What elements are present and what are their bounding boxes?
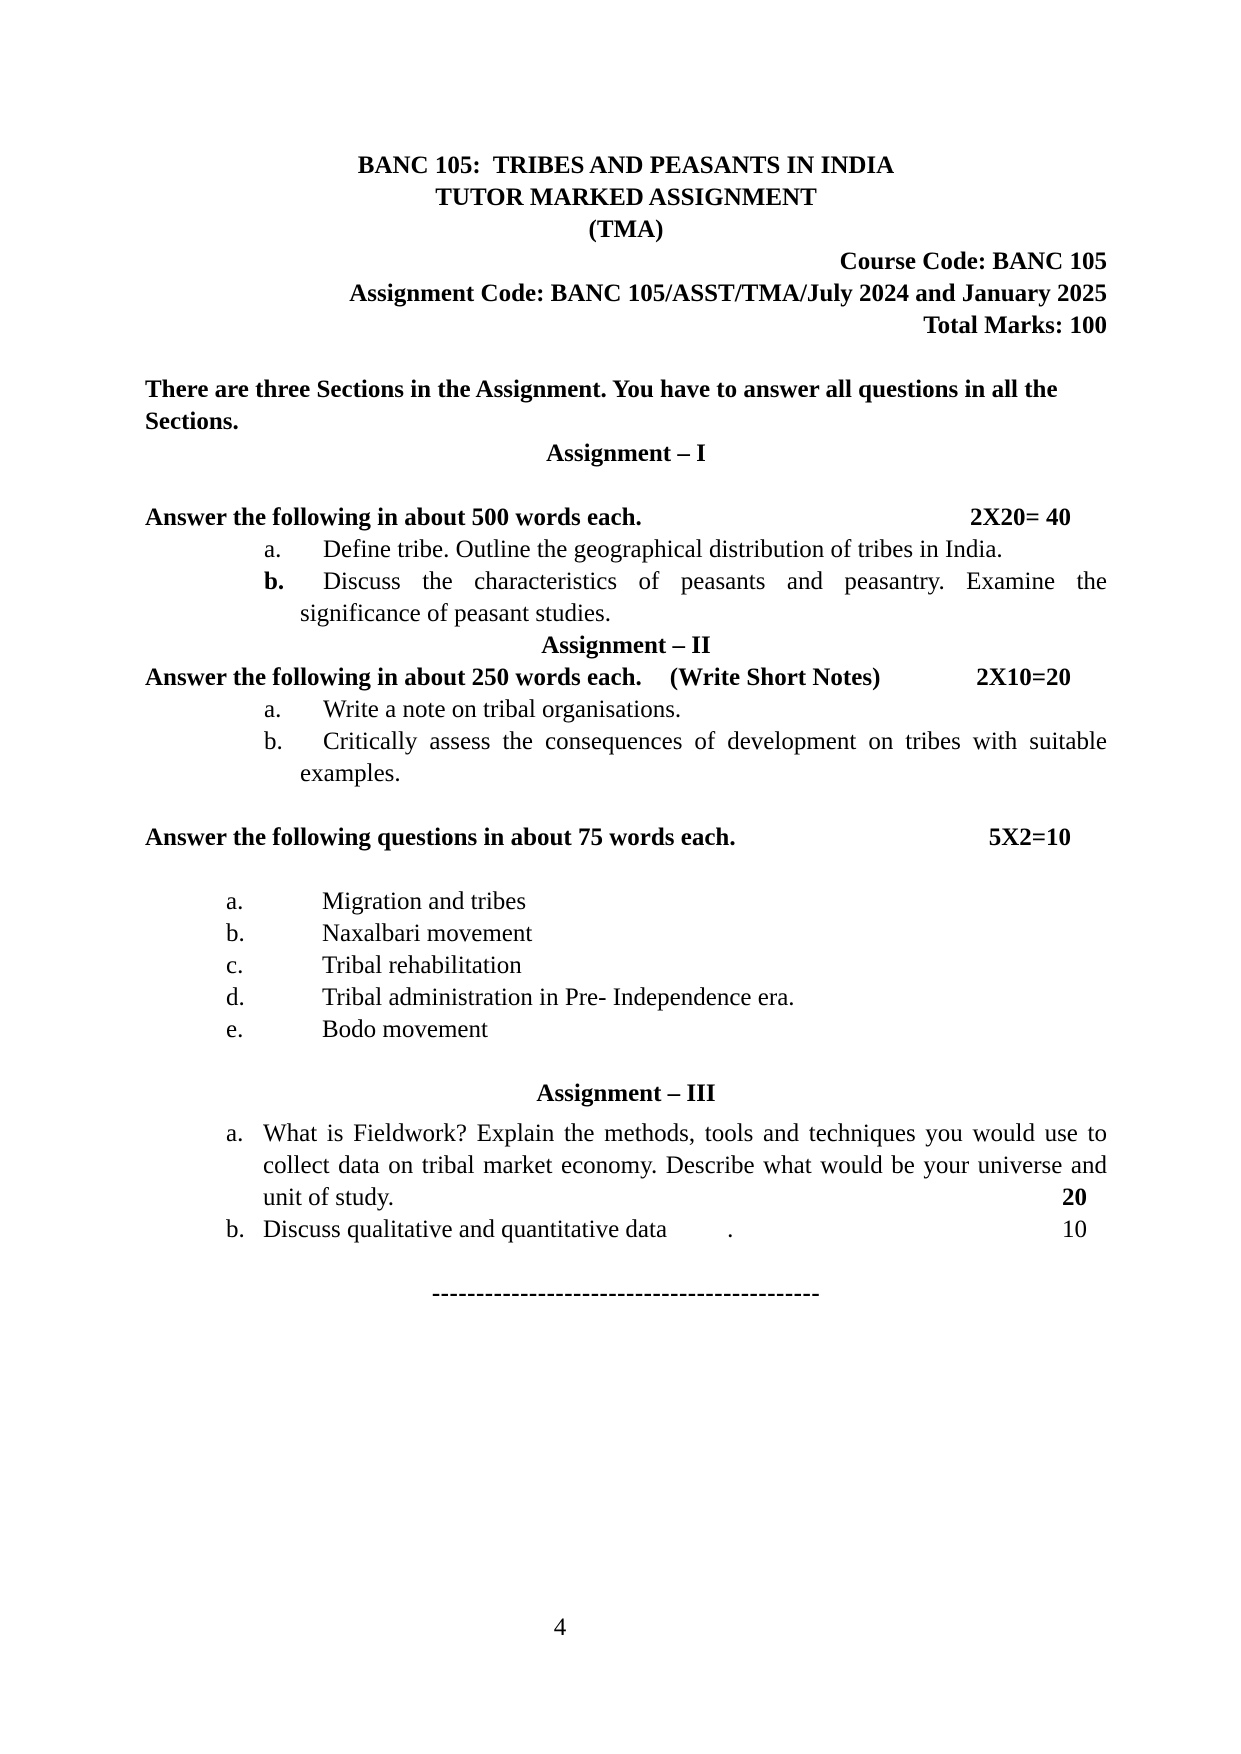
item-text: Bodo movement: [322, 1016, 488, 1043]
assignment1-marks: 2X20= 40: [969, 504, 1071, 531]
item-marker: e.: [226, 1016, 244, 1043]
doc-subtitle: TUTOR MARKED ASSIGNMENT: [435, 184, 817, 211]
item-marker: b.: [264, 568, 285, 595]
item-text: Discuss qualitative and quantitative data: [263, 1216, 668, 1243]
spacer: [145, 1046, 1107, 1078]
item-text: Tribal rehabilitation: [322, 952, 522, 979]
spacer: [145, 470, 1107, 502]
list-item: [226, 886, 1107, 918]
code-block: [145, 246, 1107, 342]
list-item: [226, 1014, 1107, 1046]
doc-subtitle-abbrev: (TMA): [588, 216, 664, 243]
item-marks: 10: [1062, 1216, 1087, 1243]
short-notes-marks: 5X2=10: [988, 824, 1071, 851]
short-notes-instruction-row: [145, 822, 1107, 854]
intro-paragraph: There are three Sections in the Assignment. You have to answer all questions in all the Sections.: [145, 376, 1058, 435]
spacer: [145, 342, 1107, 374]
page-content: [145, 150, 1107, 1310]
item-marker: b.: [264, 728, 283, 755]
item-marker: a.: [264, 696, 282, 723]
assignment1-title: Assignment – I: [546, 440, 706, 467]
assignment2-title: Assignment – II: [541, 632, 711, 659]
stray-period: .: [727, 1216, 734, 1243]
page-number: 4: [553, 1614, 567, 1641]
item-marker: a.: [226, 888, 244, 915]
total-marks: Total Marks: 100: [923, 312, 1107, 339]
item-marker: b.: [226, 1216, 245, 1243]
item-marker: c.: [226, 952, 244, 979]
spacer: [145, 1110, 1107, 1118]
assignment-code: Assignment Code: BANC 105/ASST/TMA/July 2024 and January 2025: [349, 280, 1107, 307]
item-text: Tribal administration in Pre- Independence era.: [322, 984, 795, 1011]
short-notes-instruction: Answer the following questions in about 75 words each.: [145, 824, 736, 851]
item-marks: 20: [1062, 1184, 1087, 1211]
item-text: Critically assess the consequences of development on tribes with suitable examples.: [300, 728, 1107, 787]
assignment2-instruction-row: [145, 662, 1107, 694]
list-item: [226, 950, 1107, 982]
assignment3-list: [145, 1118, 1107, 1246]
end-separator: --------------------------------------------: [431, 1280, 821, 1307]
item-marker: a.: [226, 1120, 244, 1147]
assignment1-instruction: Answer the following in about 500 words each.: [145, 504, 642, 531]
title-block: [145, 150, 1107, 246]
item-text: Discuss the characteristics of peasants and peasantry. Examine the significance of peasant studies.: [300, 568, 1107, 627]
doc-title: BANC 105: TRIBES AND PEASANTS IN INDIA: [357, 152, 895, 179]
spacer: [145, 790, 1107, 822]
item-text: Naxalbari movement: [322, 920, 533, 947]
item-marker: b.: [226, 920, 245, 947]
list-item: [226, 1118, 1107, 1214]
item-text: What is Fieldwork? Explain the methods, tools and techniques you would use to collect data on tribal market economy. Describe what would be your universe and unit of study.: [263, 1120, 1107, 1211]
list-item: [264, 566, 1107, 630]
assignment1-instruction-row: [145, 502, 1107, 534]
assignment2-list: [145, 694, 1107, 790]
spacer: [145, 1246, 1107, 1278]
spacer: [145, 854, 1107, 886]
item-text: Migration and tribes: [322, 888, 527, 915]
short-notes-list: [145, 886, 1107, 1046]
list-item: [264, 694, 1107, 726]
item-marker: a.: [264, 536, 282, 563]
assignment1-list: [145, 534, 1107, 630]
item-text: Define tribe. Outline the geographical distribution of tribes in India.: [323, 536, 1003, 563]
list-item: [264, 726, 1107, 790]
list-item: [226, 1214, 1107, 1246]
assignment3-title: Assignment – III: [536, 1080, 716, 1107]
course-code: Course Code: BANC 105: [839, 248, 1107, 275]
item-marker: d.: [226, 984, 245, 1011]
list-item: [226, 982, 1107, 1014]
assignment2-note: (Write Short Notes): [669, 664, 881, 691]
assignment2-instruction: Answer the following in about 250 words each.: [145, 664, 642, 691]
item-text: Write a note on tribal organisations.: [323, 696, 682, 723]
list-item: [264, 534, 1107, 566]
list-item: [226, 918, 1107, 950]
assignment2-marks: 2X10=20: [976, 664, 1071, 691]
